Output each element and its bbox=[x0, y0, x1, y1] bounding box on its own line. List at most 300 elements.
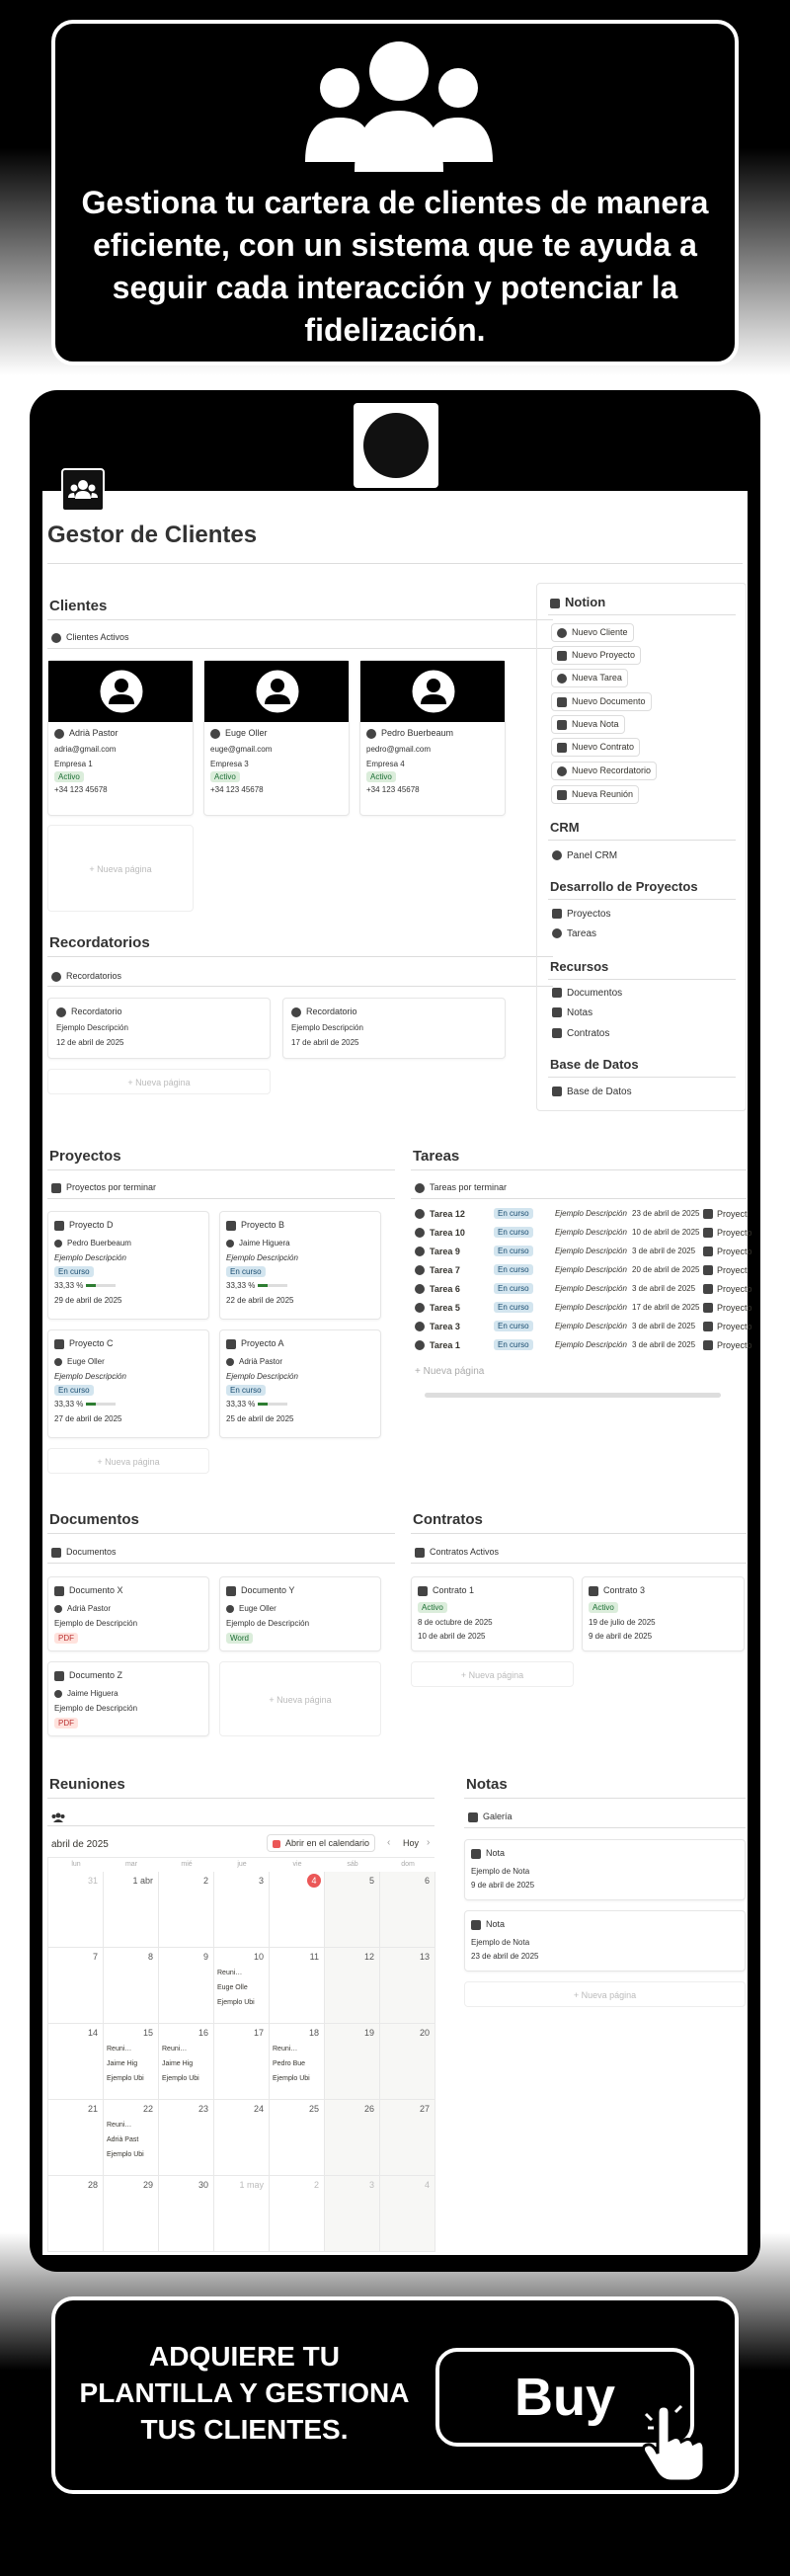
database-link[interactable]: Base de Datos bbox=[552, 1087, 632, 1097]
contract-icon bbox=[415, 1548, 425, 1558]
today-marker: 4 bbox=[307, 1874, 321, 1888]
calendar-day[interactable] bbox=[325, 1948, 380, 2024]
task-project: Proyecto bbox=[717, 1284, 752, 1294]
status-badge: Activo bbox=[54, 771, 84, 782]
page-title: Gestor de Clientes bbox=[47, 522, 258, 548]
calendar-day[interactable] bbox=[325, 2100, 380, 2176]
weekday-label: mié bbox=[181, 1861, 193, 1868]
task-description: Ejemplo Descripción bbox=[555, 1247, 627, 1255]
calendar-month: abril de 2025 bbox=[51, 1839, 109, 1850]
event-place: Ejemplo Ubi bbox=[273, 2075, 310, 2082]
day-number: 2 bbox=[313, 2180, 319, 2190]
db-divider bbox=[548, 1077, 736, 1078]
event-place: Ejemplo Ubi bbox=[107, 2151, 144, 2158]
buy-button[interactable]: Buy bbox=[435, 2348, 694, 2447]
check-circle-icon bbox=[415, 1209, 425, 1219]
folder-icon bbox=[51, 1183, 61, 1193]
calendar-day[interactable] bbox=[104, 1948, 159, 2024]
folder-icon bbox=[226, 1221, 236, 1231]
file-type-badge: Word bbox=[226, 1633, 253, 1644]
calendar-day[interactable] bbox=[159, 2100, 214, 2176]
task-description: Ejemplo Descripción bbox=[555, 1265, 627, 1274]
meeting-event[interactable] bbox=[162, 2042, 211, 2091]
day-number: 4 bbox=[424, 2180, 430, 2190]
status-badge: En curso bbox=[494, 1208, 533, 1219]
dev-divider bbox=[548, 899, 736, 900]
weekday-label: sáb bbox=[347, 1861, 358, 1868]
status-badge: En curso bbox=[494, 1339, 533, 1350]
day-number: 30 bbox=[198, 2180, 208, 2190]
meeting-event[interactable] bbox=[273, 2042, 322, 2091]
task-project: Proyect bbox=[717, 1209, 748, 1219]
person-icon bbox=[54, 729, 64, 739]
tasks-table bbox=[415, 1205, 752, 1363]
day-number: 24 bbox=[253, 2104, 264, 2114]
reuniones-heading: Reuniones bbox=[49, 1776, 125, 1793]
contratos-heading: Contratos bbox=[413, 1511, 483, 1528]
weekday-label: jue bbox=[237, 1861, 247, 1868]
person-icon bbox=[226, 1240, 234, 1248]
tareas-heading: Tareas bbox=[413, 1148, 460, 1165]
clientes-new-page[interactable]: + Nueva página bbox=[47, 825, 194, 912]
view-icon bbox=[51, 972, 61, 982]
event-title: Reuni… bbox=[107, 2122, 132, 2129]
horizontal-scrollbar[interactable] bbox=[425, 1393, 721, 1398]
reminder-icon bbox=[557, 766, 567, 776]
day-number: 3 bbox=[258, 1876, 264, 1886]
document-icon bbox=[54, 1586, 64, 1596]
day-number: 29 bbox=[142, 2180, 153, 2190]
hand-pointer-icon bbox=[640, 2404, 711, 2485]
reminder-card[interactable]: Recordatorio Ejemplo Descripción 17 de abril de 2025 bbox=[282, 998, 506, 1059]
client-card[interactable]: Adrià Pastor adria@gmail.com Empresa 1 Activo +34 123 45678 bbox=[47, 660, 194, 816]
table-row[interactable] bbox=[415, 1224, 750, 1243]
person-icon bbox=[54, 1690, 62, 1698]
contratos-view-divider bbox=[411, 1563, 747, 1564]
event-person: Pedro Bue bbox=[273, 2060, 306, 2067]
calendar-day[interactable] bbox=[380, 2176, 435, 2252]
event-title: Reuni… bbox=[107, 2046, 132, 2053]
today-button[interactable]: Hoy bbox=[403, 1838, 420, 1848]
day-number: 9 bbox=[202, 1952, 208, 1962]
folder-icon bbox=[703, 1209, 713, 1219]
client-cover bbox=[204, 661, 349, 722]
day-number: 1 may bbox=[239, 2180, 264, 2190]
event-person: Jaime Hig bbox=[162, 2060, 194, 2067]
task-date: 10 de abril de 2025 bbox=[632, 1228, 700, 1237]
client-cover bbox=[48, 661, 193, 722]
progress-bar bbox=[258, 1403, 287, 1406]
new-reminder-button[interactable]: Nuevo Recordatorio bbox=[551, 762, 657, 780]
task-description: Ejemplo Descripción bbox=[555, 1209, 627, 1218]
task-name: Tarea 9 bbox=[430, 1247, 460, 1256]
edit-icon bbox=[552, 1007, 562, 1017]
check-circle-icon bbox=[415, 1340, 425, 1350]
task-project: Proyecto bbox=[717, 1340, 752, 1350]
task-project: Proyecto bbox=[717, 1228, 752, 1238]
person-icon bbox=[366, 729, 376, 739]
status-badge: En curso bbox=[494, 1321, 533, 1331]
day-number: 19 bbox=[363, 2028, 374, 2038]
folder-icon bbox=[703, 1265, 713, 1275]
contract-icon bbox=[589, 1586, 598, 1596]
progress-bar bbox=[258, 1284, 287, 1287]
progress-bar bbox=[86, 1284, 116, 1287]
check-circle-icon bbox=[415, 1247, 425, 1256]
panel-crm-link[interactable]: Panel CRM bbox=[552, 850, 617, 861]
calendar-icon bbox=[557, 790, 567, 800]
project-card[interactable]: Proyecto B Jaime Higuera Ejemplo Descripción En curso 33,33 % 22 de abril de 2025 bbox=[219, 1211, 381, 1320]
reminder-icon bbox=[56, 1007, 66, 1017]
user-avatar-icon bbox=[97, 667, 146, 716]
calendar-day[interactable] bbox=[159, 2176, 214, 2252]
check-circle-icon bbox=[415, 1228, 425, 1238]
day-number: 20 bbox=[419, 2028, 430, 2038]
table-row[interactable] bbox=[415, 1280, 750, 1299]
check-circle-icon bbox=[415, 1303, 425, 1313]
hero-banner bbox=[51, 20, 739, 365]
task-name: Tarea 10 bbox=[430, 1228, 465, 1238]
person-icon bbox=[552, 850, 562, 860]
cta-text: ADQUIERE TU PLANTILLA Y GESTIONA TUS CLIENTES. bbox=[79, 2341, 410, 2445]
project-card[interactable]: Proyecto C Euge Oller Ejemplo Descripción En curso 33,33 % 27 de abril de 2025 bbox=[47, 1329, 209, 1438]
recordatorios-heading: Recordatorios bbox=[49, 934, 150, 951]
calendar-day[interactable] bbox=[325, 2024, 380, 2100]
proyectos-view-tab[interactable]: Proyectos por terminar bbox=[51, 1182, 156, 1193]
calendar-day[interactable] bbox=[104, 2176, 159, 2252]
day-number: 25 bbox=[308, 2104, 319, 2114]
recordatorios-view-tab[interactable]: Recordatorios bbox=[51, 971, 121, 982]
proyectos-new-page[interactable]: + Nueva página bbox=[47, 1448, 209, 1474]
task-name: Tarea 6 bbox=[430, 1284, 460, 1294]
notion-heading: Notion bbox=[550, 595, 605, 609]
day-number: 22 bbox=[142, 2104, 153, 2114]
title-divider bbox=[47, 563, 743, 564]
folder-icon bbox=[703, 1322, 713, 1331]
day-number: 17 bbox=[253, 2028, 264, 2038]
task-date: 3 de abril de 2025 bbox=[632, 1340, 696, 1349]
task-description: Ejemplo Descripción bbox=[555, 1322, 627, 1330]
weekday-label: mar bbox=[124, 1861, 138, 1868]
users-icon bbox=[300, 34, 498, 172]
new-project-button[interactable]: Nuevo Proyecto bbox=[551, 646, 641, 665]
new-task-button[interactable]: Nueva Tarea bbox=[551, 669, 628, 687]
new-contract-button[interactable]: Nuevo Contrato bbox=[551, 738, 640, 757]
notion-logo-icon bbox=[550, 599, 560, 608]
check-icon bbox=[552, 928, 562, 938]
task-description: Ejemplo Descripción bbox=[555, 1340, 627, 1349]
client-card[interactable]: Euge Oller euge@gmail.com Empresa 3 Activo +34 123 45678 bbox=[203, 660, 350, 816]
clientes-view-divider bbox=[47, 648, 553, 649]
task-name: Tarea 5 bbox=[430, 1303, 460, 1313]
contract-icon bbox=[418, 1586, 428, 1596]
day-number: 28 bbox=[87, 2180, 98, 2190]
recordatorios-new-page[interactable]: + Nueva página bbox=[47, 1069, 271, 1094]
documentos-heading: Documentos bbox=[49, 1511, 139, 1528]
edit-icon bbox=[471, 1920, 481, 1930]
note-card[interactable]: Nota Ejemplo de Nota 9 de abril de 2025 bbox=[464, 1839, 746, 1900]
file-type-badge: PDF bbox=[54, 1633, 78, 1644]
weekday-label: vie bbox=[292, 1861, 302, 1868]
tareas-view-divider bbox=[411, 1198, 747, 1199]
contract-card[interactable]: Contrato 1 Activo 8 de octubre de 2025 10 de abril de 2025 bbox=[411, 1576, 574, 1651]
task-description: Ejemplo Descripción bbox=[555, 1303, 627, 1312]
prev-month-icon[interactable]: ‹ bbox=[387, 1837, 391, 1848]
folder-icon bbox=[557, 651, 567, 661]
new-note-button[interactable]: Nueva Nota bbox=[551, 715, 625, 734]
table-row[interactable] bbox=[415, 1243, 750, 1261]
day-number: 1 abr bbox=[132, 1876, 153, 1886]
folder-icon bbox=[703, 1303, 713, 1313]
day-number: 3 bbox=[368, 2180, 374, 2190]
clientes-divider bbox=[47, 619, 553, 620]
calendar-day[interactable] bbox=[159, 1872, 214, 1948]
calendar-day[interactable] bbox=[214, 2024, 270, 2100]
notas-heading: Notas bbox=[466, 1776, 508, 1793]
day-number: 14 bbox=[87, 2028, 98, 2038]
calendar-day[interactable] bbox=[270, 1872, 325, 1948]
table-row[interactable] bbox=[415, 1205, 750, 1224]
day-number: 23 bbox=[198, 2104, 208, 2114]
calendar-day[interactable] bbox=[104, 1872, 159, 1948]
reminder-icon bbox=[291, 1007, 301, 1017]
meeting-event[interactable] bbox=[217, 1966, 267, 2015]
day-number: 6 bbox=[424, 1876, 430, 1886]
day-number: 16 bbox=[198, 2028, 208, 2038]
status-badge: Activo bbox=[589, 1602, 618, 1613]
documentos-link[interactable]: Documentos bbox=[552, 988, 622, 999]
table-row[interactable] bbox=[415, 1261, 750, 1280]
check-circle-icon bbox=[415, 1265, 425, 1275]
status-badge: En curso bbox=[494, 1283, 533, 1294]
folder-icon bbox=[703, 1284, 713, 1294]
calendar-day[interactable] bbox=[159, 1948, 214, 2024]
status-badge: En curso bbox=[494, 1227, 533, 1238]
open-calendar-button[interactable]: Abrir en el calendario bbox=[267, 1834, 375, 1852]
document-icon bbox=[51, 1548, 61, 1558]
meeting-event[interactable] bbox=[107, 2042, 156, 2091]
clientes-heading: Clientes bbox=[49, 598, 108, 614]
documentos-new-page[interactable]: + Nueva página bbox=[219, 1661, 381, 1736]
note-card[interactable]: Nota Ejemplo de Nota 23 de abril de 2025 bbox=[464, 1910, 746, 1972]
status-badge: Activo bbox=[418, 1602, 447, 1613]
table-row[interactable] bbox=[415, 1336, 750, 1355]
event-place: Ejemplo Ubi bbox=[107, 2075, 144, 2082]
status-badge: Activo bbox=[210, 771, 240, 782]
contratos-view-tab[interactable]: Contratos Activos bbox=[415, 1547, 499, 1558]
status-badge: En curso bbox=[226, 1385, 266, 1396]
task-name: Tarea 7 bbox=[430, 1265, 460, 1275]
edit-icon bbox=[471, 1849, 481, 1859]
person-icon bbox=[54, 1358, 62, 1366]
document-card[interactable]: Documento X Adrià Pastor Ejemplo de Descripción PDF bbox=[47, 1576, 209, 1651]
status-badge: En curso bbox=[54, 1266, 94, 1277]
calendar-day[interactable] bbox=[380, 1872, 435, 1948]
task-date: 20 de abril de 2025 bbox=[632, 1265, 700, 1274]
day-number: 21 bbox=[87, 2104, 98, 2114]
status-badge: En curso bbox=[494, 1302, 533, 1313]
contract-icon bbox=[552, 1028, 562, 1038]
db-heading: Base de Datos bbox=[550, 1057, 639, 1072]
task-date: 23 de abril de 2025 bbox=[632, 1209, 700, 1218]
day-number: 27 bbox=[419, 2104, 430, 2114]
document-card[interactable]: Documento Y Euge Oller Ejemplo de Descripción Word bbox=[219, 1576, 381, 1651]
status-badge: Activo bbox=[366, 771, 396, 782]
day-number: 7 bbox=[92, 1952, 98, 1962]
clientes-view-tab[interactable]: Clientes Activos bbox=[51, 632, 129, 643]
tareas-view-tab[interactable]: Tareas por terminar bbox=[415, 1182, 507, 1193]
day-number: 13 bbox=[419, 1952, 430, 1962]
edit-icon bbox=[557, 720, 567, 730]
folder-icon bbox=[54, 1221, 64, 1231]
cta-banner bbox=[51, 2296, 739, 2494]
status-badge: En curso bbox=[54, 1385, 94, 1396]
task-project: Proyecto bbox=[717, 1303, 752, 1313]
contratos-divider bbox=[411, 1533, 747, 1534]
client-card[interactable]: Pedro Buerbeaum pedro@gmail.com Empresa 4 Activo +34 123 45678 bbox=[359, 660, 506, 816]
calendar-day[interactable] bbox=[270, 1948, 325, 2024]
calendar-day[interactable] bbox=[48, 1948, 104, 2024]
calendar-day[interactable] bbox=[214, 2176, 270, 2252]
person-icon bbox=[210, 729, 220, 739]
reuniones-divider bbox=[47, 1798, 434, 1799]
task-name: Tarea 1 bbox=[430, 1340, 460, 1350]
status-badge: En curso bbox=[494, 1264, 533, 1275]
project-card[interactable]: Proyecto D Pedro Buerbeaum Ejemplo Descripción En curso 33,33 % 29 de abril de 2025 bbox=[47, 1211, 209, 1320]
check-circle-icon bbox=[415, 1284, 425, 1294]
person-icon bbox=[557, 628, 567, 638]
task-project: Proyecto bbox=[717, 1247, 752, 1256]
proyectos-link[interactable]: Proyectos bbox=[552, 909, 610, 920]
view-icon bbox=[51, 633, 61, 643]
day-number: 31 bbox=[87, 1876, 98, 1886]
tareas-link[interactable]: Tareas bbox=[552, 928, 596, 939]
document-icon bbox=[557, 697, 567, 707]
edit-icon bbox=[468, 1812, 478, 1822]
notas-divider bbox=[464, 1798, 746, 1799]
file-type-badge: PDF bbox=[54, 1718, 78, 1729]
cover-logo bbox=[363, 413, 429, 478]
day-number: 18 bbox=[308, 2028, 319, 2038]
contratos-new-page[interactable]: + Nueva página bbox=[411, 1661, 574, 1687]
notas-link[interactable]: Notas bbox=[552, 1007, 592, 1018]
event-place: Ejemplo Ubi bbox=[162, 2075, 199, 2082]
contract-icon bbox=[557, 743, 567, 753]
event-person: Adrià Past bbox=[107, 2136, 139, 2143]
day-number: 8 bbox=[147, 1952, 153, 1962]
check-icon bbox=[557, 674, 567, 684]
folder-icon bbox=[703, 1247, 713, 1256]
calendar-day[interactable] bbox=[380, 2024, 435, 2100]
task-description: Ejemplo Descripción bbox=[555, 1228, 627, 1237]
meeting-event[interactable] bbox=[107, 2118, 156, 2167]
user-avatar-icon bbox=[409, 667, 458, 716]
new-meeting-button[interactable]: Nueva Reunión bbox=[551, 785, 639, 804]
contract-card[interactable]: Contrato 3 Activo 19 de julio de 2025 9 de abril de 2025 bbox=[582, 1576, 745, 1651]
database-icon bbox=[552, 1087, 562, 1096]
calendar-day[interactable] bbox=[380, 2100, 435, 2176]
table-row[interactable] bbox=[415, 1318, 750, 1336]
dev-heading: Desarrollo de Proyectos bbox=[550, 879, 698, 894]
calendar-day[interactable] bbox=[270, 2100, 325, 2176]
event-title: Reuni… bbox=[162, 2046, 188, 2053]
document-icon bbox=[54, 1671, 64, 1681]
task-date: 3 de abril de 2025 bbox=[632, 1322, 696, 1330]
crm-heading: CRM bbox=[550, 820, 580, 835]
calendar-day[interactable] bbox=[48, 2176, 104, 2252]
task-date: 3 de abril de 2025 bbox=[632, 1284, 696, 1293]
crm-divider bbox=[548, 840, 736, 841]
contratos-link[interactable]: Contratos bbox=[552, 1028, 609, 1039]
documentos-view-tab[interactable]: Documentos bbox=[51, 1547, 117, 1558]
recordatorios-view-divider bbox=[47, 986, 553, 987]
person-icon bbox=[54, 1240, 62, 1248]
tareas-new-page[interactable]: + Nueva página bbox=[415, 1366, 485, 1377]
calendar-day[interactable] bbox=[214, 2100, 270, 2176]
calendar-grid bbox=[47, 1857, 434, 2252]
hero-text: Gestiona tu cartera de clientes de manera eficiente, con un sistema que te ayuda a seguir cada interacción y potenciar la fidelización. bbox=[81, 185, 709, 348]
check-circle-icon bbox=[415, 1322, 425, 1331]
tareas-divider bbox=[411, 1169, 747, 1170]
calendar-day[interactable] bbox=[380, 1948, 435, 2024]
folder-icon bbox=[54, 1339, 64, 1349]
proyectos-heading: Proyectos bbox=[49, 1148, 121, 1165]
calendar-day[interactable] bbox=[325, 2176, 380, 2252]
day-number: 11 bbox=[309, 1952, 319, 1962]
status-badge: En curso bbox=[226, 1266, 266, 1277]
calendar-day[interactable] bbox=[48, 2100, 104, 2176]
notas-new-page[interactable]: + Nueva página bbox=[464, 1981, 746, 2007]
calendar-day[interactable] bbox=[270, 2176, 325, 2252]
user-avatar-icon bbox=[253, 667, 302, 716]
task-project: Proyect bbox=[717, 1265, 748, 1275]
new-client-button[interactable]: Nuevo Cliente bbox=[551, 623, 634, 642]
day-number: 12 bbox=[363, 1952, 374, 1962]
notas-view-divider bbox=[464, 1827, 746, 1828]
task-name: Tarea 12 bbox=[430, 1209, 465, 1219]
weekday-label: lun bbox=[71, 1861, 81, 1868]
event-person: Jaime Hig bbox=[107, 2060, 138, 2067]
reminder-card[interactable]: Recordatorio Ejemplo Descripción 12 de abril de 2025 bbox=[47, 998, 271, 1059]
calendar-day[interactable] bbox=[48, 2024, 104, 2100]
documentos-divider bbox=[47, 1533, 395, 1534]
notas-view-tab[interactable]: Galería bbox=[468, 1811, 513, 1822]
event-title: Reuni… bbox=[273, 2046, 298, 2053]
notion-divider bbox=[548, 614, 736, 615]
task-date: 17 de abril de 2025 bbox=[632, 1303, 700, 1312]
progress-bar bbox=[86, 1403, 116, 1406]
day-number: 10 bbox=[253, 1952, 264, 1962]
folder-icon bbox=[703, 1228, 713, 1238]
event-place: Ejemplo Ubi bbox=[217, 1999, 255, 2006]
client-cover bbox=[360, 661, 505, 722]
table-row[interactable] bbox=[415, 1299, 750, 1318]
calendar-day[interactable] bbox=[325, 1872, 380, 1948]
calendar-icon bbox=[273, 1840, 280, 1848]
recursos-heading: Recursos bbox=[550, 959, 609, 974]
document-icon bbox=[226, 1586, 236, 1596]
check-icon bbox=[415, 1183, 425, 1193]
calendar-day[interactable] bbox=[48, 1872, 104, 1948]
new-document-button[interactable]: Nuevo Documento bbox=[551, 692, 652, 711]
proyectos-view-divider bbox=[47, 1198, 395, 1199]
project-card[interactable]: Proyecto A Adrià Pastor Ejemplo Descripción En curso 33,33 % 25 de abril de 2025 bbox=[219, 1329, 381, 1438]
documentos-view-divider bbox=[47, 1563, 395, 1564]
document-card[interactable]: Documento Z Jaime Higuera Ejemplo de Descripción PDF bbox=[47, 1661, 209, 1736]
calendar-day[interactable] bbox=[214, 1872, 270, 1948]
task-description: Ejemplo Descripción bbox=[555, 1284, 627, 1293]
next-month-icon[interactable]: › bbox=[427, 1837, 431, 1848]
